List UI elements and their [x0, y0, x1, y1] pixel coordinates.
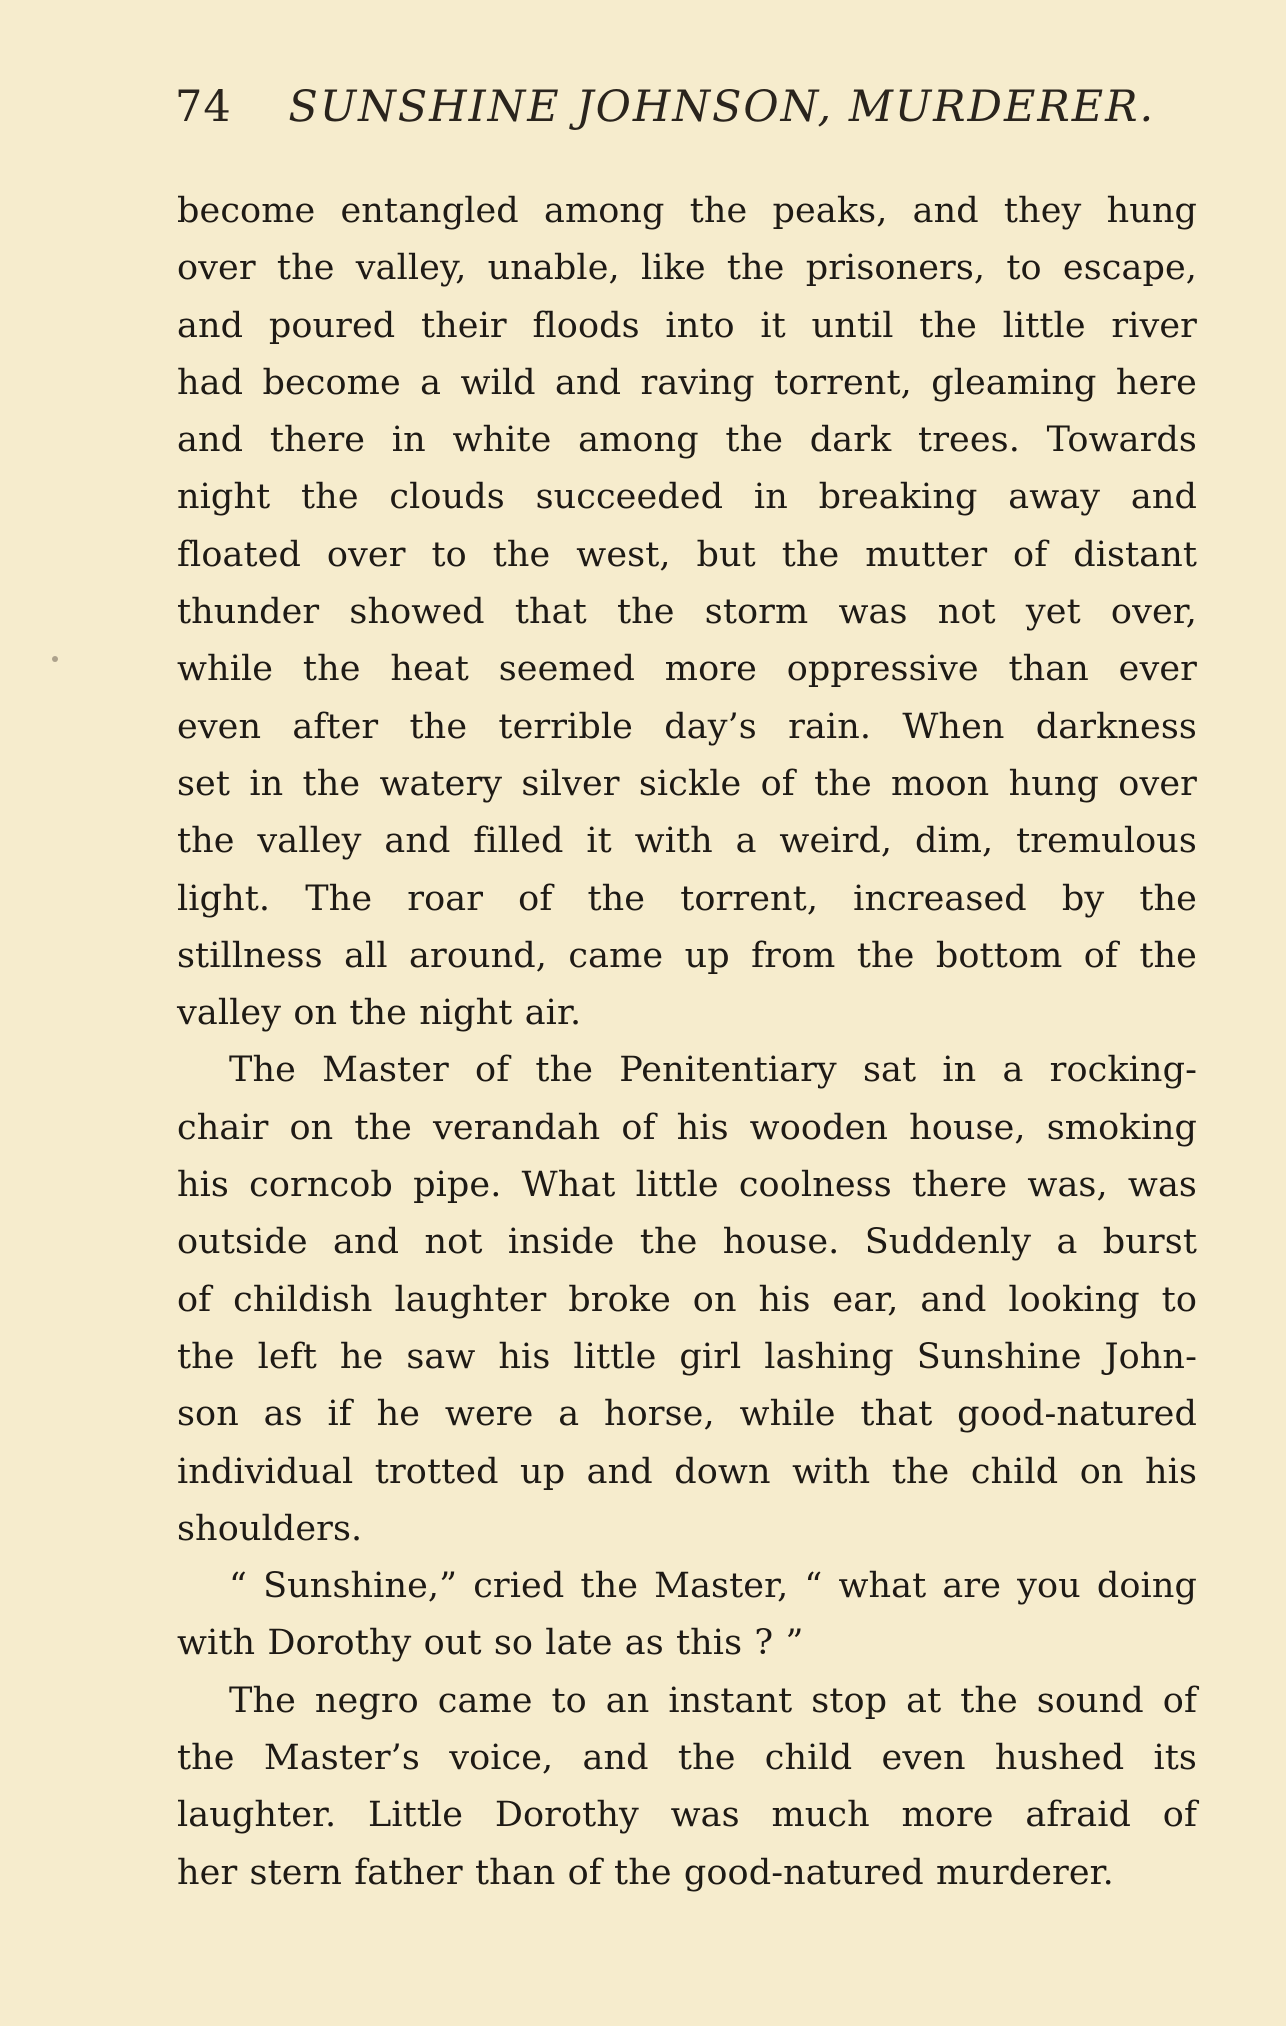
text-line: become entangled among the peaks, and they hung: [177, 191, 1197, 231]
text-line: the left he saw his little girl lashing Sunshine John-: [177, 1336, 1197, 1377]
text-line: night the clouds succeeded in breaking away and: [177, 477, 1197, 518]
text-line: her stern father than of the good-natured murderer.: [177, 1852, 1114, 1893]
text-line: thunder showed that the storm was not yet over,: [177, 592, 1197, 633]
print-speck: [52, 656, 58, 662]
text-line: stillness all around, came up from the bottom of the: [177, 935, 1197, 976]
text-line: over the valley, unable, like the prisoners, to escape,: [177, 248, 1197, 289]
text-line: had become a wild and raving torrent, gleaming here: [177, 362, 1197, 403]
text-line: valley on the night air.: [177, 993, 582, 1034]
text-line: individual trotted up and down with the child on his: [177, 1451, 1197, 1492]
text-line: with Dorothy out so late as this ? ”: [177, 1623, 804, 1664]
text-line: even after the terrible day’s rain. When darkness: [177, 706, 1197, 747]
text-line: and poured their floods into it until the little river: [177, 305, 1197, 346]
text-line: the Master’s voice, and the child even hushed its: [177, 1738, 1197, 1779]
text-line: of childish laughter broke on his ear, and looking to: [177, 1279, 1197, 1320]
text-line: “ Sunshine,” cried the Master, “ what are you doing: [229, 1566, 1197, 1607]
running-title: SUNSHINE JOHNSON, MURDERER.: [288, 82, 1156, 132]
text-line: and there in white among the dark trees. Towards: [177, 420, 1197, 461]
text-line: while the heat seemed more oppressive than ever: [177, 649, 1197, 690]
text-line: shoulders.: [177, 1508, 363, 1549]
text-line: laughter. Little Dorothy was much more afraid of: [177, 1795, 1197, 1836]
text-line: son as if he were a horse, while that good-natured: [177, 1394, 1197, 1435]
text-line: set in the watery silver sickle of the moon hung over: [177, 763, 1197, 804]
text-line: The Master of the Penitentiary sat in a rocking-: [229, 1050, 1197, 1091]
text-line: light. The roar of the torrent, increased by the: [177, 878, 1197, 919]
text-line: outside and not inside the house. Suddenly a burst: [177, 1222, 1197, 1263]
text-line: chair on the verandah of his wooden house, smoking: [177, 1107, 1197, 1148]
text-line: the valley and filled it with a weird, dim, tremulous: [177, 821, 1197, 862]
text-line: floated over to the west, but the mutter of distant: [177, 534, 1197, 575]
text-line: his corncob pipe. What little coolness there was, was: [177, 1165, 1197, 1206]
body-text: [177, 183, 1197, 1902]
page-number: 74: [175, 82, 232, 132]
page-header: [175, 82, 1155, 132]
text-line: The negro came to an instant stop at the sound of: [229, 1680, 1197, 1721]
